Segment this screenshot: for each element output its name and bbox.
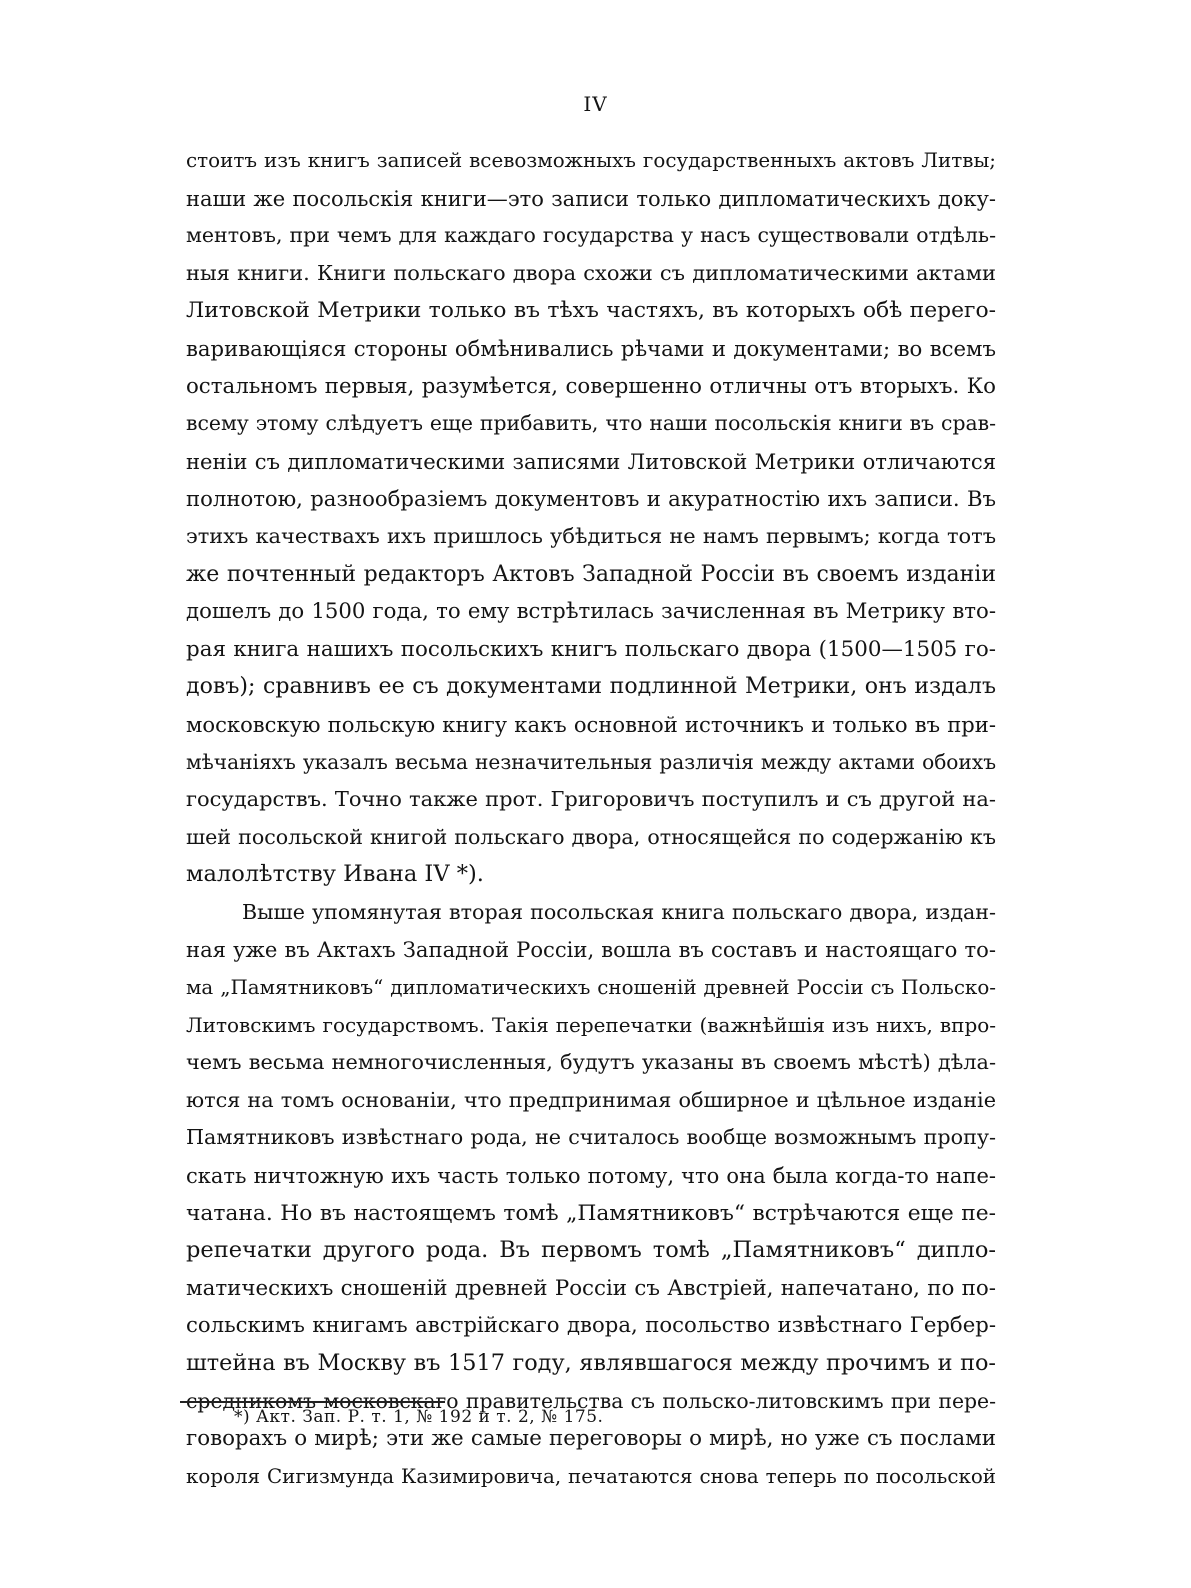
- footnote-divider: [180, 1401, 445, 1403]
- text-line: Выше упомянутая вторая посольская книга польскаго двора, издан-: [242, 899, 996, 924]
- footnote: *) Акт. Зап. Р. т. 1, № 192 и т. 2, № 175.: [234, 1407, 604, 1427]
- text-line: всему этому слѣдуетъ еще прибавить, что наши посольскія книги въ срав-: [186, 411, 996, 436]
- text-line: довъ); сравнивъ ее съ документами подлинной Метрики, онъ издалъ: [186, 674, 996, 700]
- text-line: средникомъ московскаго правительства съ польско-литовскимъ при пере-: [186, 1388, 996, 1413]
- text-line: матическихъ сношеній древней Россіи съ Австріей, напечатано, по по-: [186, 1275, 996, 1301]
- text-line: Литовскимъ государствомъ. Такія перепечатки (важнѣйшія изъ нихъ, впро-: [186, 1012, 996, 1037]
- text-line: сольскимъ книгамъ австрійскаго двора, посольство извѣстнаго Гербер-: [186, 1313, 996, 1339]
- text-line: ныя книги. Книги польскаго двора схожи съ дипломатическими актами: [186, 260, 996, 285]
- text-line: мѣчаніяхъ указалъ весьма незначительныя различія между актами обоихъ: [186, 749, 996, 774]
- text-line: штейна въ Москву въ 1517 году, являвшагося между прочимъ и по-: [186, 1350, 996, 1376]
- text-line: же почтенный редакторъ Актовъ Западной Россіи въ своемъ изданіи: [186, 561, 996, 587]
- text-line: этихъ качествахъ ихъ пришлось убѣдиться не намъ первымъ; когда тотъ: [186, 523, 996, 548]
- text-line: стоитъ изъ книгъ записей всевозможныхъ государственныхъ актовъ Литвы;: [186, 149, 996, 172]
- body-text: [186, 142, 996, 1495]
- text-line: малолѣтству Ивана IV *).: [186, 861, 484, 888]
- text-line: московскую польскую книгу какъ основной источникъ и только въ при-: [186, 711, 996, 737]
- text-line: чатана. Но въ настоящемъ томѣ „Памятниковъ“ встрѣчаются еще пе-: [186, 1200, 996, 1226]
- text-line: шей посольской книгой польскаго двора, относящейся по содержанію къ: [186, 824, 996, 849]
- text-line: варивающіяся стороны обмѣнивались рѣчами и документами; во всемъ: [186, 335, 996, 361]
- text-line: ная уже въ Актахъ Западной Россіи, вошла въ составъ и настоящаго то-: [186, 937, 996, 963]
- text-line: рая книга нашихъ посольскихъ книгъ польскаго двора (1500—1505 го-: [186, 636, 996, 662]
- text-line: остальномъ первыя, разумѣется, совершенно отличны отъ вторыхъ. Ко: [186, 373, 996, 399]
- page-number: IV: [583, 92, 608, 116]
- text-line: скать ничтожную ихъ часть только потому, что она была когда-то напе-: [186, 1163, 996, 1189]
- text-line: неніи съ дипломатическими записями Литовской Метрики отличаются: [186, 448, 996, 474]
- text-line: дошелъ до 1500 года, то ему встрѣтилась зачисленная въ Метрику вто-: [186, 599, 996, 625]
- text-line: говорахъ о мирѣ; эти же самые переговоры о мирѣ, но уже съ послами: [186, 1426, 996, 1452]
- text-line: ются на томъ основаніи, что предпринимая обширное и цѣльное изданіе: [186, 1087, 996, 1112]
- text-line: полнотою, разнообразіемъ документовъ и акуратностію ихъ записи. Въ: [186, 486, 996, 512]
- text-line: наши же посольскія книги—это записи только дипломатическихъ доку-: [186, 185, 996, 211]
- text-line: ментовъ, при чемъ для каждаго государства у насъ существовали отдѣль-: [186, 223, 996, 248]
- text-line: чемъ весьма немногочисленныя, будутъ указаны въ своемъ мѣстѣ) дѣла-: [186, 1050, 996, 1075]
- text-line: Памятниковъ извѣстнаго рода, не считалось вообще возможнымъ пропу-: [186, 1125, 996, 1150]
- text-line: репечатки другого рода. Въ первомъ томѣ „Памятниковъ“ дипло-: [186, 1237, 996, 1264]
- text-line: Литовской Метрики только въ тѣхъ частяхъ, въ которыхъ обѣ перего-: [186, 298, 996, 324]
- text-line: ма „Памятниковъ“ дипломатическихъ сношеній древней Россіи съ Польско-: [186, 976, 996, 1000]
- text-line: государствъ. Точно также прот. Григоровичъ поступилъ и съ другой на-: [186, 787, 996, 812]
- text-line: короля Сигизмунда Казимировича, печатаются снова теперь по посольской: [186, 1464, 996, 1488]
